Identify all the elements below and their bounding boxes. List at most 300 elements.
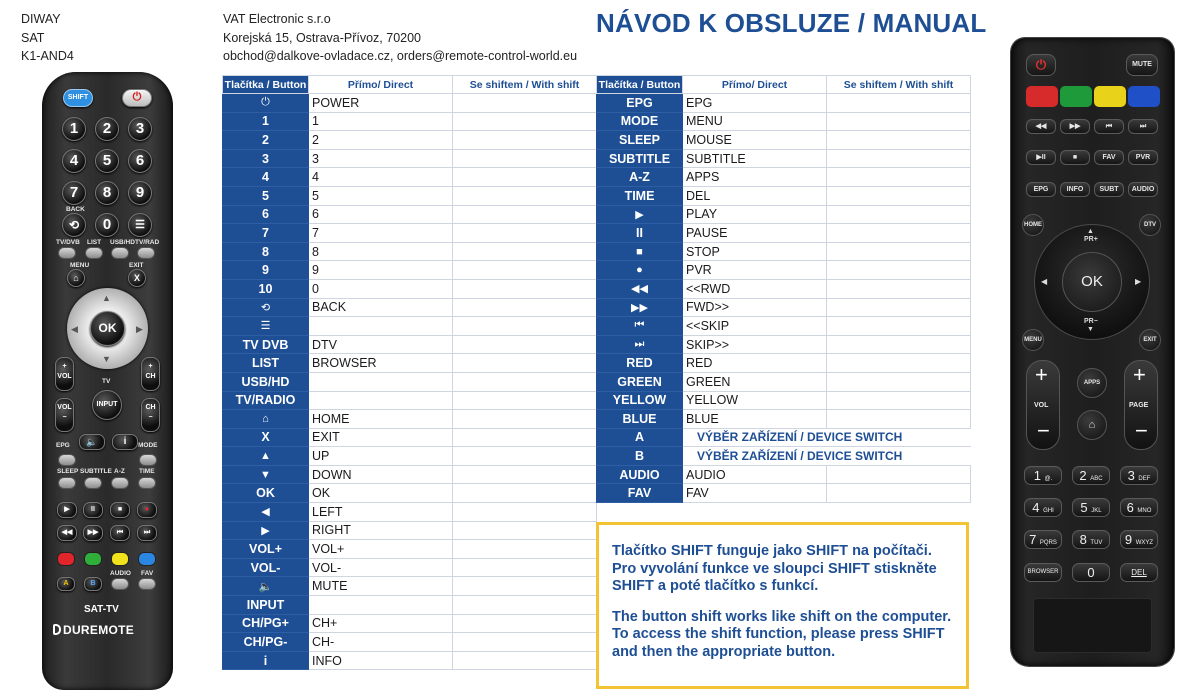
pr-plus-label: PR+ xyxy=(1084,236,1098,243)
usbhd-label: USB/HD xyxy=(110,239,135,246)
del-button: DEL xyxy=(1120,563,1158,582)
skip-forward-button: ⏭ xyxy=(137,525,157,541)
company-address: Korejská 15, Ostrava-Přívoz, 70200 xyxy=(223,30,422,45)
info-button: INFO xyxy=(1060,182,1090,197)
table-row xyxy=(597,372,971,391)
button-cell: 9 xyxy=(223,261,309,280)
shift-cell xyxy=(827,410,971,429)
exit-label: EXIT xyxy=(129,262,144,269)
digit-4-button xyxy=(1024,498,1062,517)
table-row xyxy=(223,596,597,615)
col-header-button: Tlačítka / Button xyxy=(223,76,309,94)
shift-cell xyxy=(827,224,971,243)
mute-button: 🔈 xyxy=(79,434,105,450)
digit-7-label: 7 xyxy=(1029,532,1037,547)
vol-plus-icon: + xyxy=(1035,362,1048,387)
audio-button xyxy=(111,578,129,590)
button-cell: VOL- xyxy=(223,558,309,577)
button-cell: 10 xyxy=(223,279,309,298)
mode-label: MODE xyxy=(138,442,158,449)
brand-logo xyxy=(53,623,134,637)
table-row xyxy=(223,224,597,243)
shift-cell xyxy=(827,149,971,168)
digit-7-button xyxy=(1024,530,1062,549)
digit-5-button: 5 xyxy=(95,149,119,173)
vol-label: VOL xyxy=(1034,402,1049,409)
table-row xyxy=(223,317,597,336)
table-row xyxy=(597,205,971,224)
table-row xyxy=(597,112,971,131)
direct-cell: 2 xyxy=(309,131,453,150)
button-cell: BLUE xyxy=(597,410,683,429)
table-row xyxy=(597,94,971,113)
table-row xyxy=(597,298,971,317)
table-row xyxy=(223,465,597,484)
digit-4-button: 4 xyxy=(62,149,86,173)
stop-button: ■ xyxy=(110,502,130,518)
direct-cell: GREEN xyxy=(683,372,827,391)
button-cell: i xyxy=(223,651,309,670)
model-info xyxy=(21,10,74,66)
button-cell: INPUT xyxy=(223,596,309,615)
digit-0-button: 0 xyxy=(1072,563,1110,582)
direct-cell: STOP xyxy=(683,242,827,261)
digit-5-sub: JKL xyxy=(1091,508,1102,514)
button-cell: ⌂ xyxy=(223,410,309,429)
button-cell: GREEN xyxy=(597,372,683,391)
digit-0-button: 0 xyxy=(95,213,119,237)
tvrad-label: TV/RAD xyxy=(135,239,160,246)
mode-button xyxy=(139,454,157,466)
direct-cell: SKIP>> xyxy=(683,335,827,354)
table-row xyxy=(597,354,971,373)
menu-button: MENU xyxy=(1022,329,1044,351)
page-minus-icon: − xyxy=(1135,418,1148,443)
apps-button: APPS xyxy=(1077,368,1107,398)
epg-button: EPG xyxy=(1026,182,1056,197)
button-cell: ▶ xyxy=(223,521,309,540)
epg-label: EPG xyxy=(56,442,70,449)
shift-cell xyxy=(453,335,597,354)
direct-cell: VOL+ xyxy=(309,540,453,559)
shift-cell xyxy=(453,372,597,391)
shift-cell xyxy=(453,261,597,280)
table-row xyxy=(223,168,597,187)
direct-cell: EPG xyxy=(683,94,827,113)
remote-bottom-panel xyxy=(1033,598,1152,653)
digit-5-button xyxy=(1072,498,1110,517)
shift-cell xyxy=(453,596,597,615)
direct-cell: 7 xyxy=(309,224,453,243)
button-cell: ⏻ xyxy=(223,94,309,113)
tvdvb-label: TV/DVB xyxy=(56,239,80,246)
remote-replacement xyxy=(1011,38,1174,666)
shift-cell xyxy=(453,614,597,633)
shift-cell xyxy=(453,149,597,168)
sleep-label: SLEEP xyxy=(57,468,79,475)
power-button: ⏻ xyxy=(1026,54,1056,76)
dpad-down-icon: ▼ xyxy=(1087,326,1094,333)
table-row xyxy=(223,540,597,559)
digit-8-sub: TUV xyxy=(1090,540,1103,546)
shift-button: SHIFT xyxy=(63,89,93,107)
shift-cell xyxy=(453,503,597,522)
list-icon-button: ☰ xyxy=(128,213,152,237)
button-cell: ▶ xyxy=(597,205,683,224)
shift-cell xyxy=(453,410,597,429)
shift-cell xyxy=(453,94,597,113)
direct-cell: 4 xyxy=(309,168,453,187)
info-button: i xyxy=(112,434,138,450)
button-cell: ● xyxy=(597,261,683,280)
shift-cell xyxy=(453,112,597,131)
table-row xyxy=(597,447,971,466)
direct-cell: <<RWD xyxy=(683,279,827,298)
digit-7-sub: PQRS xyxy=(1039,540,1057,546)
col-header-direct: Přímo/ Direct xyxy=(309,76,453,94)
blue-button xyxy=(1128,86,1160,107)
col-header-shift: Se shiftem / With shift xyxy=(827,76,971,94)
shift-cell xyxy=(453,298,597,317)
direct-cell: RED xyxy=(683,354,827,373)
digit-9-label: 9 xyxy=(1124,532,1133,547)
direct-cell: 5 xyxy=(309,186,453,205)
direct-cell: INFO xyxy=(309,651,453,670)
pr-minus-label: PR− xyxy=(1084,318,1098,325)
table-row xyxy=(223,447,597,466)
shift-cell xyxy=(453,577,597,596)
page-plus-icon: + xyxy=(1133,362,1146,387)
button-cell: A-Z xyxy=(597,168,683,187)
direct-cell: FWD>> xyxy=(683,298,827,317)
shift-cell xyxy=(453,521,597,540)
a-button: A xyxy=(57,577,75,591)
digit-8-label: 8 xyxy=(1079,532,1087,547)
shift-cell xyxy=(453,279,597,298)
direct-cell: OK xyxy=(309,484,453,503)
red-button xyxy=(57,552,75,566)
digit-8-button: 8 xyxy=(95,181,119,205)
company-emails: obchod@dalkove-ovladace.cz, orders@remote-control-world.eu xyxy=(223,49,578,63)
digit-1-button: 1 xyxy=(62,117,86,141)
button-cell: ☰ xyxy=(223,317,309,336)
table-row xyxy=(597,428,971,447)
direct-cell xyxy=(309,596,453,615)
button-cell: USB/HD xyxy=(223,372,309,391)
direct-cell: POWER xyxy=(309,94,453,113)
table-row xyxy=(223,112,597,131)
mute-button: MUTE xyxy=(1126,54,1158,76)
shift-cell xyxy=(453,465,597,484)
table-row xyxy=(223,503,597,522)
play-button: ▶ xyxy=(57,502,77,518)
direct-cell: RIGHT xyxy=(309,521,453,540)
shift-cell xyxy=(453,242,597,261)
button-cell: OK xyxy=(223,484,309,503)
shift-cell xyxy=(453,428,597,447)
direct-cell xyxy=(309,372,453,391)
shift-cell xyxy=(827,335,971,354)
time-button xyxy=(138,477,156,489)
shift-cell xyxy=(827,261,971,280)
tvdvb-button xyxy=(58,247,76,259)
shift-cell xyxy=(827,168,971,187)
direct-cell: DEL xyxy=(683,186,827,205)
usbhd-button xyxy=(111,247,129,259)
table-row xyxy=(223,279,597,298)
table-row xyxy=(597,465,971,484)
digit-9-sub: WXYZ xyxy=(1135,540,1154,546)
direct-cell: 9 xyxy=(309,261,453,280)
subtitle-button: SUBT xyxy=(1094,182,1124,197)
dpad-up-icon: ▲ xyxy=(1087,228,1094,235)
button-cell: TIME xyxy=(597,186,683,205)
dpad-right-icon: ▶ xyxy=(1135,277,1142,286)
brand-logo-text: DUREMOTE xyxy=(63,623,135,637)
forward-button: ▶▶ xyxy=(1060,119,1090,134)
table-row xyxy=(223,149,597,168)
company-name: VAT Electronic s.r.o xyxy=(223,12,331,26)
digit-6-button: 6 xyxy=(128,149,152,173)
button-cell: ▼ xyxy=(223,465,309,484)
digit-6-button xyxy=(1120,498,1158,517)
button-cell: FAV xyxy=(597,484,683,503)
direct-cell: VOL- xyxy=(309,558,453,577)
shift-cell xyxy=(453,633,597,652)
table-row xyxy=(223,335,597,354)
shift-cell xyxy=(827,205,971,224)
button-cell: 1 xyxy=(223,112,309,131)
table-row xyxy=(597,186,971,205)
button-cell: X xyxy=(223,428,309,447)
sleep-button xyxy=(58,477,76,489)
page-title: NÁVOD K OBSLUZE / MANUAL xyxy=(596,8,987,38)
direct-cell: YELLOW xyxy=(683,391,827,410)
button-cell: A xyxy=(597,428,683,447)
ch-up-button: + CH xyxy=(141,357,160,391)
model-name: K1-AND4 xyxy=(21,49,74,63)
direct-cell: 0 xyxy=(309,279,453,298)
button-cell: ◀◀ xyxy=(597,279,683,298)
vol-up-button: + VOL xyxy=(55,357,74,391)
stop-button: ■ xyxy=(1060,150,1090,165)
button-cell: ▲ xyxy=(223,447,309,466)
skip-forward-button: ⏭ xyxy=(1128,119,1158,134)
button-cell: 2 xyxy=(223,131,309,150)
digit-2-button: 2 xyxy=(95,117,119,141)
button-cell: ⏮ xyxy=(597,317,683,336)
direct-cell: BROWSER xyxy=(309,354,453,373)
power-button: ⏻ xyxy=(122,89,152,107)
red-button xyxy=(1026,86,1058,107)
button-cell: 6 xyxy=(223,205,309,224)
direct-cell: FAV xyxy=(683,484,827,503)
digit-2-label: 2 xyxy=(1079,468,1087,483)
rewind-button: ◀◀ xyxy=(1026,119,1056,134)
direct-cell xyxy=(309,391,453,410)
yellow-button xyxy=(111,552,129,566)
direct-cell: PAUSE xyxy=(683,224,827,243)
menu-label: MENU xyxy=(70,262,90,269)
shift-cell xyxy=(827,484,971,503)
shift-cell xyxy=(453,131,597,150)
shift-cell xyxy=(453,391,597,410)
direct-cell xyxy=(309,317,453,336)
digit-2-sub: ABC xyxy=(1090,476,1103,482)
shift-cell xyxy=(453,558,597,577)
back-label: BACK xyxy=(66,206,85,213)
button-cell: II xyxy=(597,224,683,243)
pvr-button: PVR xyxy=(1128,150,1158,165)
time-label: TIME xyxy=(139,468,155,475)
button-cell: ⏭ xyxy=(597,335,683,354)
table-row xyxy=(223,410,597,429)
tv-label: TV xyxy=(102,378,111,385)
table-row xyxy=(223,205,597,224)
button-cell: 8 xyxy=(223,242,309,261)
shift-cell xyxy=(827,112,971,131)
page-label: PAGE xyxy=(1129,402,1149,409)
direct-cell: <<SKIP xyxy=(683,317,827,336)
fav-label: FAV xyxy=(141,570,154,577)
shift-cell xyxy=(453,540,597,559)
audio-button: AUDIO xyxy=(1128,182,1158,197)
table-row xyxy=(597,317,971,336)
table-row xyxy=(223,131,597,150)
brand-logo-mark xyxy=(53,624,61,635)
digit-1-button xyxy=(1024,466,1062,485)
input-button: INPUT xyxy=(92,390,122,420)
subtitle-label: SUBTITLE xyxy=(80,468,112,475)
direct-cell: EXIT xyxy=(309,428,453,447)
pause-button: II xyxy=(83,502,103,518)
table-row xyxy=(223,633,597,652)
shift-cell xyxy=(453,168,597,187)
shift-note-en: The button shift works like shift on the computer. To access the shift function, please press SHIFT and then the appropriate button. xyxy=(612,608,952,660)
button-cell: MODE xyxy=(597,112,683,131)
direct-cell: DOWN xyxy=(309,465,453,484)
direct-cell: BLUE xyxy=(683,410,827,429)
button-cell: YELLOW xyxy=(597,391,683,410)
table-row xyxy=(223,186,597,205)
shift-cell xyxy=(453,651,597,670)
button-cell: 5 xyxy=(223,186,309,205)
dtv-button: DTV xyxy=(1139,214,1161,236)
shift-cell xyxy=(453,447,597,466)
direct-cell: CH+ xyxy=(309,614,453,633)
col-header-button: Tlačítka / Button xyxy=(597,76,683,94)
green-button xyxy=(1060,86,1092,107)
button-cell: EPG xyxy=(597,94,683,113)
table-row xyxy=(597,279,971,298)
model-badge: SAT-TV xyxy=(84,604,119,615)
shift-cell xyxy=(827,391,971,410)
table-row xyxy=(597,131,971,150)
ch-down-button: CH − xyxy=(141,398,160,432)
direct-cell: SUBTITLE xyxy=(683,149,827,168)
table-row xyxy=(597,484,971,503)
blue-button xyxy=(138,552,156,566)
table-row xyxy=(223,651,597,670)
dpad-left-icon: ◀ xyxy=(71,324,78,334)
button-cell: ■ xyxy=(597,242,683,261)
button-table-right xyxy=(596,75,971,503)
table-row xyxy=(597,391,971,410)
button-cell: ▶▶ xyxy=(597,298,683,317)
direct-cell: MENU xyxy=(683,112,827,131)
button-cell: 7 xyxy=(223,224,309,243)
direct-cell: CH- xyxy=(309,633,453,652)
browser-button: BROWSER xyxy=(1024,563,1062,582)
remote-original xyxy=(42,72,173,690)
shift-cell xyxy=(827,465,971,484)
table-row xyxy=(223,372,597,391)
fav-button xyxy=(138,578,156,590)
direct-cell: VÝBĚR ZAŘÍZENÍ / DEVICE SWITCH xyxy=(683,428,971,447)
dpad-down-icon: ▼ xyxy=(102,354,111,364)
button-cell: SLEEP xyxy=(597,131,683,150)
button-cell: ◀ xyxy=(223,503,309,522)
home-button: HOME xyxy=(1022,214,1044,236)
dpad-up-icon: ▲ xyxy=(102,293,111,303)
dpad-left-icon: ◀ xyxy=(1041,277,1048,286)
button-cell: TV DVB xyxy=(223,335,309,354)
shift-cell xyxy=(453,354,597,373)
table-row xyxy=(597,242,971,261)
vol-down-button: VOL − xyxy=(55,398,74,432)
direct-cell: PVR xyxy=(683,261,827,280)
digit-8-button xyxy=(1072,530,1110,549)
record-button: ● xyxy=(137,502,157,518)
digit-2-button xyxy=(1072,466,1110,485)
forward-button: ▶▶ xyxy=(83,525,103,541)
dpad-right-icon: ▶ xyxy=(136,324,143,334)
direct-cell: VÝBĚR ZAŘÍZENÍ / DEVICE SWITCH xyxy=(683,447,971,466)
az-button xyxy=(111,477,129,489)
direct-cell: MUTE xyxy=(309,577,453,596)
az-label: A-Z xyxy=(114,468,125,475)
company-info xyxy=(223,10,577,66)
direct-cell: HOME xyxy=(309,410,453,429)
digit-5-label: 5 xyxy=(1080,500,1088,515)
b-button: B xyxy=(84,577,102,591)
shift-cell xyxy=(827,298,971,317)
yellow-button xyxy=(1094,86,1126,107)
mouse-button: ⌂ xyxy=(1077,410,1107,440)
button-cell: VOL+ xyxy=(223,540,309,559)
digit-1-label: 1 xyxy=(1033,468,1041,483)
table-row xyxy=(223,261,597,280)
table-row xyxy=(223,428,597,447)
direct-cell: MOUSE xyxy=(683,131,827,150)
table-row xyxy=(223,521,597,540)
direct-cell: 3 xyxy=(309,149,453,168)
table-row xyxy=(223,298,597,317)
table-row xyxy=(597,335,971,354)
shift-note-cz: Tlačítko SHIFT funguje jako SHIFT na počítači. Pro vyvolání funkce ve sloupci SHIFT stiskněte SHIFT a poté tlačítko s funkcí. xyxy=(612,543,937,594)
button-cell: LIST xyxy=(223,354,309,373)
shift-cell xyxy=(453,317,597,336)
play-pause-button: ▶II xyxy=(1026,150,1056,165)
shift-cell xyxy=(827,279,971,298)
skip-back-button: ⏮ xyxy=(110,525,130,541)
digit-1-sub: @. xyxy=(1044,476,1053,482)
direct-cell: PLAY xyxy=(683,205,827,224)
home-button: ⌂ xyxy=(67,269,85,287)
button-table-left xyxy=(222,75,597,670)
table-row xyxy=(597,168,971,187)
digit-9-button xyxy=(1120,530,1158,549)
